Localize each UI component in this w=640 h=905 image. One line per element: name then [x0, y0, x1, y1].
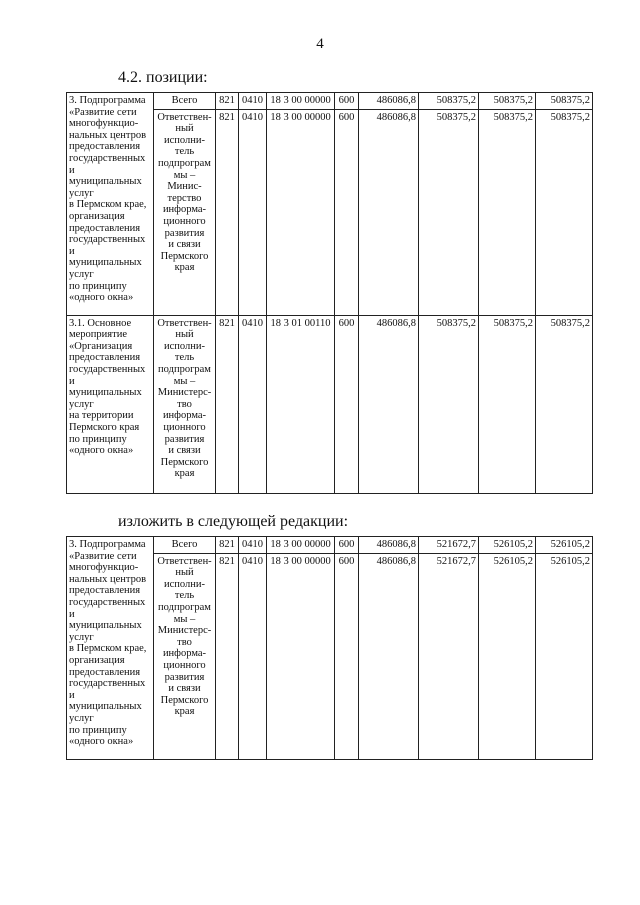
value-cell: 526105,2	[479, 537, 536, 554]
value-cell: 508375,2	[479, 315, 536, 493]
new-positions-table	[66, 536, 593, 760]
value-cell: 508375,2	[419, 109, 479, 315]
grbs-cell: 821	[216, 109, 239, 315]
vr-cell: 600	[335, 93, 359, 110]
rzpr-cell: 0410	[239, 315, 267, 493]
program-name-cell: 3. Подпрограмма «Развитие сети многофункцио- нальных центров предоставления государственных и муниципальных услуг в Пермском крае, организация предоставления государственных и муниципальных услуг по принципу «одного окна»	[67, 93, 154, 316]
vr-cell: 600	[335, 537, 359, 554]
value-cell: 521672,7	[419, 553, 479, 759]
responsible-cell: Ответствен- ный исполни- тель подпрограм мы – Министерс- тво информа- ционного развития и связи Пермского края	[154, 315, 216, 493]
csr-cell: 18 3 00 00000	[267, 93, 335, 110]
responsible-cell: Всего	[154, 93, 216, 110]
value-cell: 508375,2	[536, 315, 593, 493]
responsible-cell: Ответствен- ный исполни- тель подпрограм мы – Минис- терство информа- ционного развития и связи Пермского края	[154, 109, 216, 315]
value-cell: 486086,8	[359, 315, 419, 493]
grbs-cell: 821	[216, 537, 239, 554]
value-cell: 508375,2	[419, 93, 479, 110]
rzpr-cell: 0410	[239, 93, 267, 110]
value-cell: 526105,2	[536, 553, 593, 759]
section-heading: 4.2. позиции:	[118, 69, 208, 86]
value-cell: 508375,2	[479, 109, 536, 315]
grbs-cell: 821	[216, 315, 239, 493]
value-cell: 526105,2	[536, 537, 593, 554]
value-cell: 486086,8	[359, 553, 419, 759]
rzpr-cell: 0410	[239, 109, 267, 315]
value-cell: 526105,2	[479, 553, 536, 759]
program-name-cell: 3. Подпрограмма «Развитие сети многофункцио- нальных центров предоставления государственных и муниципальных услуг в Пермском крае, организация предоставления государственных и муниципальных услуг по принципу «одного окна»	[67, 537, 154, 760]
table-row	[67, 315, 593, 493]
value-cell: 508375,2	[536, 93, 593, 110]
vr-cell: 600	[335, 315, 359, 493]
value-cell: 508375,2	[479, 93, 536, 110]
measure-name-cell: 3.1. Основное мероприятие «Организация предоставления государственных и муниципальных услуг на территории Пермского края по принципу «одного окна»	[67, 315, 154, 493]
grbs-cell: 821	[216, 93, 239, 110]
csr-cell: 18 3 00 00000	[267, 537, 335, 554]
responsible-cell: Ответствен- ный исполни- тель подпрограм мы – Министерс- тво информа- ционного развития и связи Пермского края	[154, 553, 216, 759]
csr-cell: 18 3 01 00110	[267, 315, 335, 493]
value-cell: 521672,7	[419, 537, 479, 554]
csr-cell: 18 3 00 00000	[267, 553, 335, 759]
table-row	[67, 537, 593, 554]
csr-cell: 18 3 00 00000	[267, 109, 335, 315]
grbs-cell: 821	[216, 553, 239, 759]
rzpr-cell: 0410	[239, 553, 267, 759]
replace-heading: изложить в следующей редакции:	[118, 513, 349, 530]
responsible-cell: Всего	[154, 537, 216, 554]
value-cell: 486086,8	[359, 537, 419, 554]
table-row	[67, 93, 593, 110]
value-cell: 486086,8	[359, 93, 419, 110]
value-cell: 508375,2	[419, 315, 479, 493]
old-positions-table	[66, 92, 593, 494]
vr-cell: 600	[335, 109, 359, 315]
value-cell: 508375,2	[536, 109, 593, 315]
value-cell: 486086,8	[359, 109, 419, 315]
vr-cell: 600	[335, 553, 359, 759]
page-number: 4	[316, 36, 324, 52]
rzpr-cell: 0410	[239, 537, 267, 554]
